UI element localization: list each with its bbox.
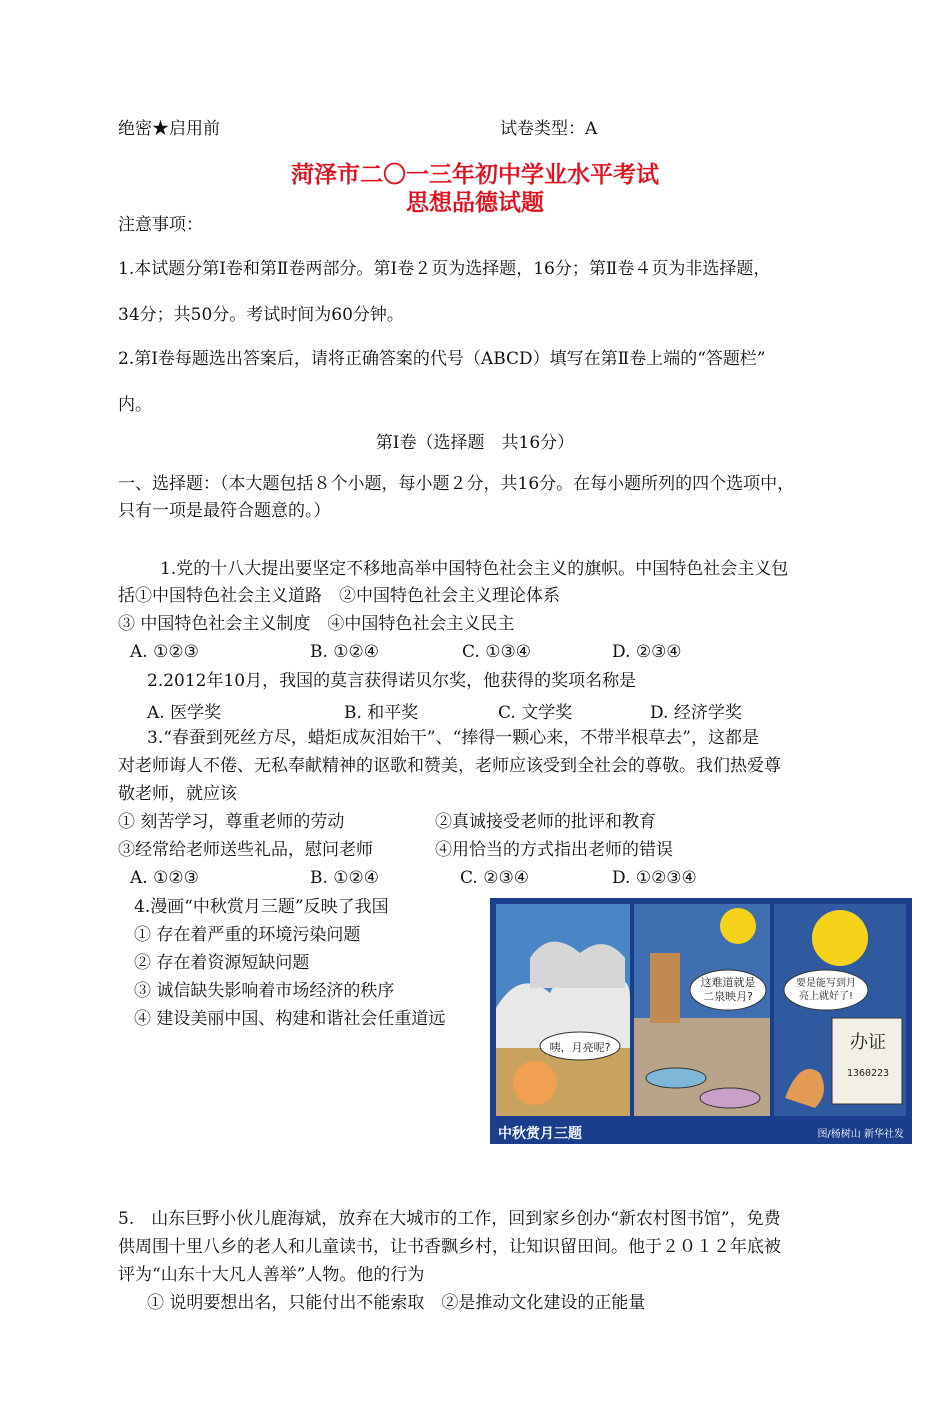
- paper-type: 试卷类型：A: [500, 119, 598, 139]
- moon-2: [720, 908, 756, 944]
- page-title: 菏泽市二〇一三年初中学业水平考试: [291, 162, 659, 188]
- q1-line-3: ③ 中国特色社会主义制度 ④中国特色社会主义民主: [118, 614, 515, 634]
- q3-line-3: 敬老师，就应该: [118, 784, 237, 804]
- q3-line-1: 3.“春蚕到死丝方尽，蜡炬成灰泪始干”、“捧得一颗心来，不带半根草去”，这都是: [147, 728, 759, 748]
- note-1-line-2: 34分；共50分。考试时间为60分钟。: [118, 305, 404, 325]
- comic-credit: 图/杨树山 新华社发: [817, 1129, 904, 1140]
- comic-illustration: [490, 898, 912, 1144]
- q3-line-2: 对老师诲人不倦、无私奉献精神的讴歌和赞美，老师应该受到全社会的尊敬。我们热爱尊: [118, 756, 781, 776]
- q3-choice-4: ④用恰当的方式指出老师的错误: [435, 840, 673, 860]
- q2-option-a: A. 医学奖: [147, 703, 222, 723]
- bubble-3-text-b: 亮上就好了!: [798, 991, 854, 1002]
- bubble-2-text-b: 二泉映月?: [703, 990, 753, 1003]
- comic-svg: [490, 898, 912, 1144]
- comic-caption: 中秋赏月三题: [498, 1126, 582, 1142]
- ad-sign-text: 办证: [850, 1032, 886, 1053]
- q3-option-b: B. ①②④: [310, 868, 380, 888]
- section-heading: 第Ⅰ卷（选择题 共16分）: [375, 433, 575, 453]
- q2-option-c: C. 文学奖: [498, 703, 573, 723]
- q3-option-c: C. ②③④: [460, 868, 529, 888]
- bubble-3: [784, 970, 868, 1010]
- section-instruction-line-1: 一、选择题：（本大题包括８个小题，每小题２分，共16分。在每小题所列的四个选项中，: [118, 474, 795, 494]
- girl-figure: [513, 1061, 557, 1105]
- q5-choice-1-2: ① 说明要想出名，只能付出不能索取 ②是推动文化建设的正能量: [147, 1293, 646, 1313]
- bubble-1-text: 咦，月亮呢?: [549, 1041, 611, 1054]
- page-subtitle: 思想品德试题: [406, 190, 544, 216]
- q4-choice-4: ④ 建设美丽中国、构建和谐社会任重道远: [134, 1009, 446, 1029]
- ad-sign: [832, 1018, 902, 1104]
- q4-choice-3: ③ 诚信缺失影响着市场经济的秩序: [134, 981, 395, 1001]
- section-instruction-line-2: 只有一项是最符合题意的。）: [118, 501, 331, 521]
- q1-option-c: C. ①③④: [462, 642, 531, 662]
- q4-choice-1: ① 存在着严重的环境污染问题: [134, 925, 361, 945]
- secret-mark: 绝密★启用前: [118, 119, 220, 139]
- dry-pool-1: [646, 1068, 706, 1088]
- q4-choice-2: ② 存在着资源短缺问题: [134, 953, 310, 973]
- q3-option-d: D. ①②③④: [612, 868, 697, 888]
- q2-option-b: B. 和平奖: [344, 703, 419, 723]
- q1-option-b: B. ①②④: [310, 642, 380, 662]
- q3-option-a: A. ①②③: [130, 868, 199, 888]
- q3-choice-3: ③经常给老师送些礼品，慰问老师: [118, 840, 373, 860]
- dry-pool-2: [700, 1088, 760, 1108]
- q2-option-d: D. 经济学奖: [650, 703, 742, 723]
- q1-option-d: D. ②③④: [612, 642, 682, 662]
- note-2-line-2: 内。: [118, 395, 152, 415]
- q5-line-3: 评为“山东十大凡人善举”人物。他的行为: [118, 1265, 425, 1285]
- notes-heading: 注意事项：: [118, 215, 203, 235]
- note-1-line-1: 1.本试题分第Ⅰ卷和第Ⅱ卷两部分。第Ⅰ卷２页为选择题，16分；第Ⅱ卷４页为非选择题，: [118, 259, 771, 279]
- traveler-figure: [650, 953, 680, 1023]
- bubble-2-text-a: 这难道就是: [700, 976, 756, 989]
- ad-sign-number: 1360223: [846, 1068, 890, 1079]
- q1-option-a: A. ①②③: [130, 642, 199, 662]
- q1-line-1: 1.党的十八大提出要坚定不移地高举中国特色社会主义的旗帜。中国特色社会主义包: [160, 559, 789, 579]
- q5-line-2: 供周围十里八乡的老人和儿童读书，让书香飘乡村，让知识留田间。他于２０１２年底被: [118, 1237, 781, 1257]
- q3-choice-1: ① 刻苦学习，尊重老师的劳动: [118, 812, 345, 832]
- bubble-3-text-a: 要是能写到月: [796, 978, 856, 989]
- q2-line-1: 2.2012年10月，我国的莫言获得诺贝尔奖，他获得的奖项名称是: [147, 671, 637, 691]
- q3-choice-2: ②真诚接受老师的批评和教育: [435, 812, 656, 832]
- q4-line-1: 4.漫画“中秋赏月三题”反映了我国: [134, 897, 389, 917]
- q1-line-2: 括①中国特色社会主义道路 ②中国特色社会主义理论体系: [118, 586, 560, 606]
- note-2-line-1: 2.第Ⅰ卷每题选出答案后，请将正确答案的代号（ABCD）填写在第Ⅱ卷上端的“答题栏”: [118, 349, 766, 369]
- moon-3: [812, 910, 868, 966]
- q5-line-1: 5. 山东巨野小伙儿鹿海斌，放弃在大城市的工作，回到家乡创办“新农村图书馆”，免费: [118, 1209, 781, 1229]
